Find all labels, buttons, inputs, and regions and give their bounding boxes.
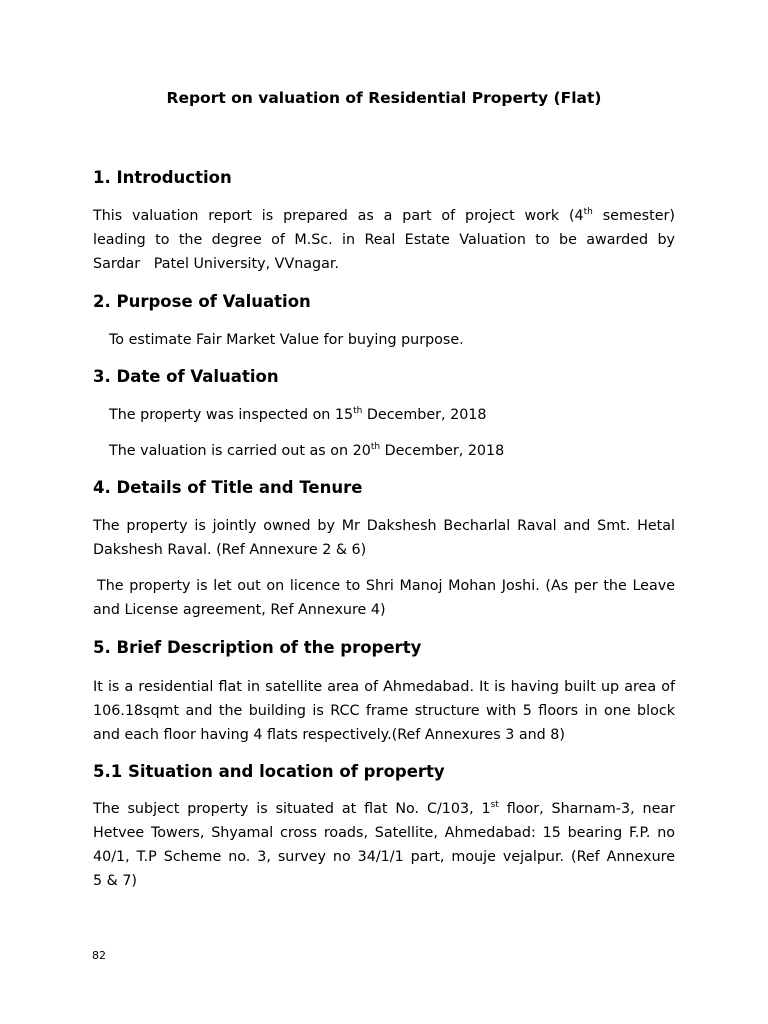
heading-introduction: 1. Introduction <box>93 168 232 187</box>
heading-title-and-tenure: 4. Details of Title and Tenure <box>93 478 363 497</box>
situation-paragraph: The subject property is situated at flat No. C/103, 1st floor, Sharnam-3, near Hetvee Towers, Shyamal cross roads, Satellite, Ahmedabad: 15 bearing F.P. no 40/1, T.P Scheme no. 3, survey no 34/1/1 part, mouje vejalpur. (Ref Annexure 5 & 7) <box>93 800 675 889</box>
licence-paragraph: The property is let out on licence to Shri Manoj Mohan Joshi. (As per the Leave and License agreement, Ref Annexure 4) <box>93 578 675 618</box>
report-title: Report on valuation of Residential Property (Flat) <box>166 89 602 107</box>
description-paragraph: It is a residential flat in satellite area of Ahmedabad. It is having built up area of 106.18sqmt and the building is RCC frame structure with 5 floors in one block and each floor having 4 flats respectively.(Ref Annexures 3 and 8) <box>93 679 675 743</box>
ownership-paragraph: The property is jointly owned by Mr Dakshesh Becharlal Raval and Smt. Hetal Dakshesh Raval. (Ref Annexure 2 & 6) <box>93 518 675 558</box>
introduction-line-2: leading to the degree of M.Sc. in Real Estate Valuation to be awarded by <box>93 232 675 248</box>
inspection-date-text: The property was inspected on 15th December, 2018 <box>109 406 487 423</box>
heading-purpose: 2. Purpose of Valuation <box>93 292 311 311</box>
introduction-paragraph <box>93 204 675 276</box>
page-number: 82 <box>92 949 106 962</box>
introduction-line-3: Sardar Patel University, VVnagar. <box>93 256 340 272</box>
heading-brief-description: 5. Brief Description of the property <box>93 638 422 657</box>
valuation-date-text: The valuation is carried out as on 20th December, 2018 <box>109 442 505 459</box>
heading-situation-location: 5.1 Situation and location of property <box>93 762 445 781</box>
heading-date-of-valuation: 3. Date of Valuation <box>93 367 279 386</box>
introduction-line-1: This valuation report is prepared as a part of project work (4th semester) <box>93 207 675 224</box>
purpose-text: To estimate Fair Market Value for buying purpose. <box>109 332 464 348</box>
